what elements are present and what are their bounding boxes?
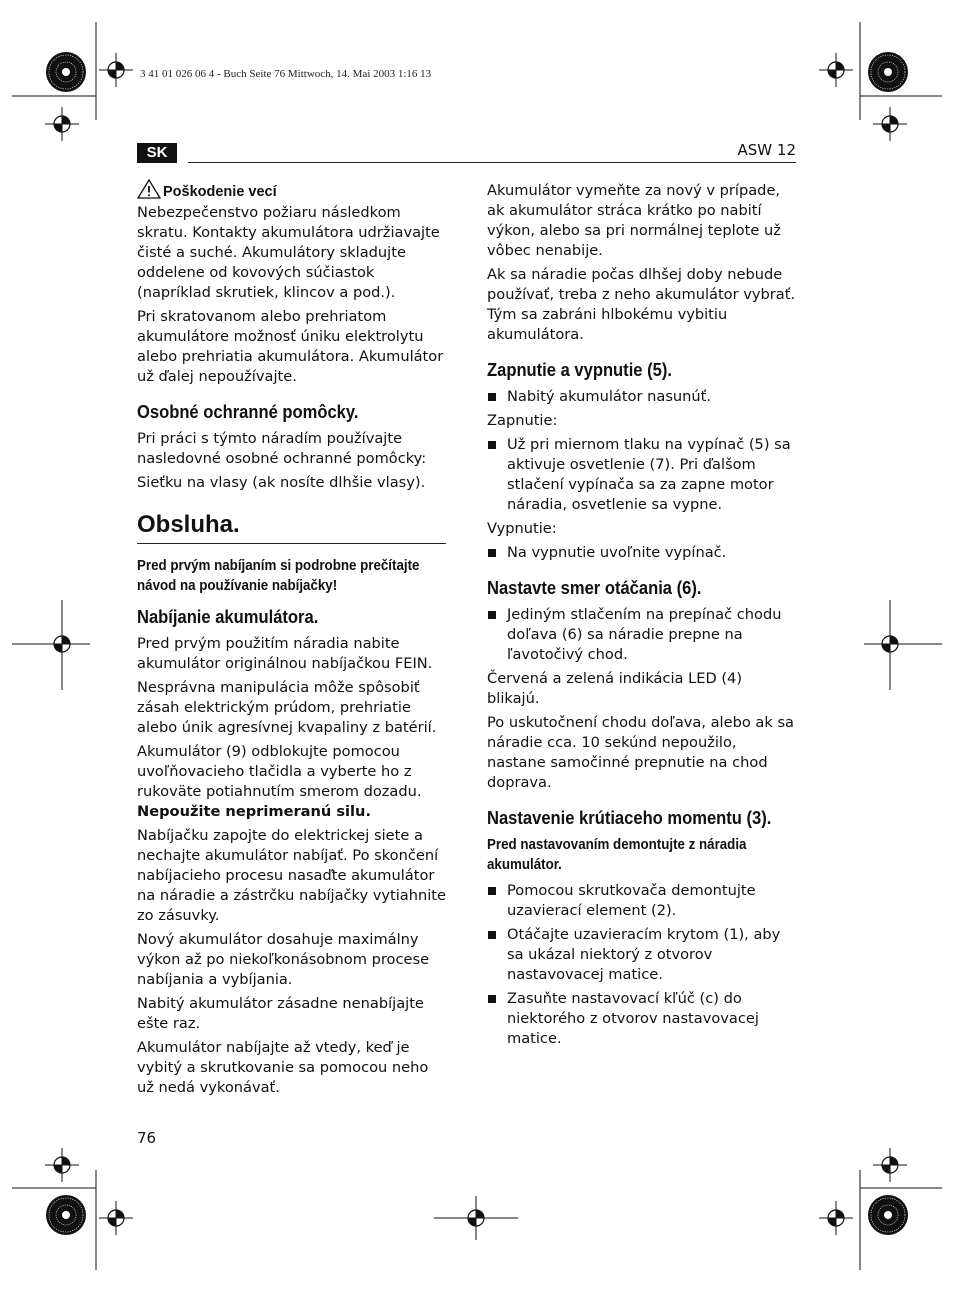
torque-note: Pred nastavovaním demontujte z náradia akumulátor. <box>487 837 747 873</box>
list-item: Už pri miernom tlaku na vypínač (5) sa aktivuje osvetlenie (7). Pri ďalšom stlačení vypínača sa za zapne motor náradia, osvetlenie sa vypne. <box>487 435 797 515</box>
list-item: Jediným stlačením na prepínač chodu doľava (6) sa náradie prepne na ľavotočivý chod. <box>487 605 797 665</box>
warning-title: Poškodenie vecí <box>163 184 277 200</box>
warning-paragraph: Nebezpečenstvo požiaru následkom skratu. Kontakty akumulátora udržiavajte čisté a suché. Akumulátory skladujte oddelene od kovových súčiastok (napríklad skrutiek, klincov a pod.). <box>137 204 440 301</box>
charging-paragraph: Nesprávna manipulácia môže spôsobiť zásah elektrickým prúdom, prehriatie alebo únik agresívnej kvapaliny z batérií. <box>137 679 437 736</box>
charging-paragraph: Pred prvým použitím náradia nabite akumulátor originálnou nabíjačkou FEIN. <box>137 635 433 672</box>
ppe-paragraph: Pri práci s týmto náradím používajte nasledovné osobné ochranné pomôcky: <box>137 430 427 467</box>
charging-paragraph: Akumulátor nabíjajte až vtedy, keď je vybitý a skrutkovanie sa pomocou neho už nedá vykonávať. <box>137 1039 429 1096</box>
battery-paragraph: Ak sa náradie počas dlhšej doby nebude používať, treba z neho akumulátor vybrať. Tým sa zabráni hlbokému vybitiu akumulátora. <box>487 266 796 343</box>
list-item: Na vypnutie uvoľnite vypínač. <box>487 543 797 563</box>
charging-paragraph: Nabitý akumulátor zásadne nenabíjajte ešte raz. <box>137 995 424 1032</box>
list-item: Otáčajte uzavieracím krytom (1), aby sa ukázal niektorý z otvorov nastavovacej matice. <box>487 925 797 985</box>
charging-paragraph: Akumulátor (9) odblokujte pomocou uvoľňovacieho tlačidla a vyberte ho z rukoväte potiahnutím smerom dozadu. <box>137 743 422 800</box>
torque-heading: Nastavenie krútiaceho momentu (3). <box>487 808 772 828</box>
charging-paragraph: Nabíjačku zapojte do elektrickej siete a nechajte akumulátor nabíjať. Po skončení nabíjacieho procesu nasaďte akumulátor na náradie a zástrčku nabíjačky vytiahnite zo zásuvky. <box>137 827 446 924</box>
ppe-heading: Osobné ochranné pomôcky. <box>137 402 359 422</box>
header-rule <box>188 162 796 163</box>
warning-heading <box>137 179 447 203</box>
language-badge: SK <box>137 143 177 163</box>
page-number: 76 <box>137 1129 157 1147</box>
charging-heading: Nabíjanie akumulátora. <box>137 607 319 627</box>
onoff-heading: Zapnutie a vypnutie (5). <box>487 360 672 380</box>
right-column <box>487 181 797 1053</box>
ppe-paragraph: Sieťku na vlasy (ak nosíte dlhšie vlasy). <box>137 474 426 491</box>
list-item: Nabitý akumulátor nasunúť. <box>487 387 797 407</box>
charging-warning: Nepoužite neprimeranú silu. <box>137 803 371 820</box>
direction-paragraph: Červená a zelená indikácia LED (4) blikajú. <box>487 670 743 707</box>
left-column <box>137 179 447 1102</box>
charging-paragraph: Nový akumulátor dosahuje maximálny výkon až po niekoľkonásobnom procese nabíjania a vybíjania. <box>137 931 430 988</box>
warning-paragraph: Pri skratovanom alebo prehriatom akumulátore možnosť úniku elektrolytu alebo prehriatia akumulátora. Akumulátor už ďalej nepoužívajte. <box>137 308 444 385</box>
print-info: 3 41 01 026 06 4 - Buch Seite 76 Mittwoch, 14. Mai 2003 1:16 13 <box>140 68 432 80</box>
direction-heading: Nastavte smer otáčania (6). <box>487 578 702 598</box>
operation-heading: Obsluha. <box>137 511 446 544</box>
warning-triangle-icon <box>137 179 161 199</box>
list-item: Zasuňte nastavovací kľúč (c) do niektorého z otvorov nastavovacej matice. <box>487 989 797 1049</box>
onoff-label: Zapnutie: <box>487 412 558 429</box>
list-item: Pomocou skrutkovača demontujte uzavierací element (2). <box>487 881 797 921</box>
model-name: ASW 12 <box>737 141 796 159</box>
direction-paragraph: Po uskutočnení chodu doľava, alebo ak sa náradie cca. 10 sekúnd nepoužilo, nastane samočinné prepnutie na chod doprava. <box>487 714 795 791</box>
operation-note: Pred prvým nabíjaním si podrobne prečítajte návod na používanie nabíjačky! <box>137 558 420 594</box>
onoff-label: Vypnutie: <box>487 520 557 537</box>
battery-paragraph: Akumulátor vymeňte za nový v prípade, ak akumulátor stráca krátko po nabití výkon, alebo sa pri normálnej teplote už vôbec nenabije. <box>487 182 781 259</box>
